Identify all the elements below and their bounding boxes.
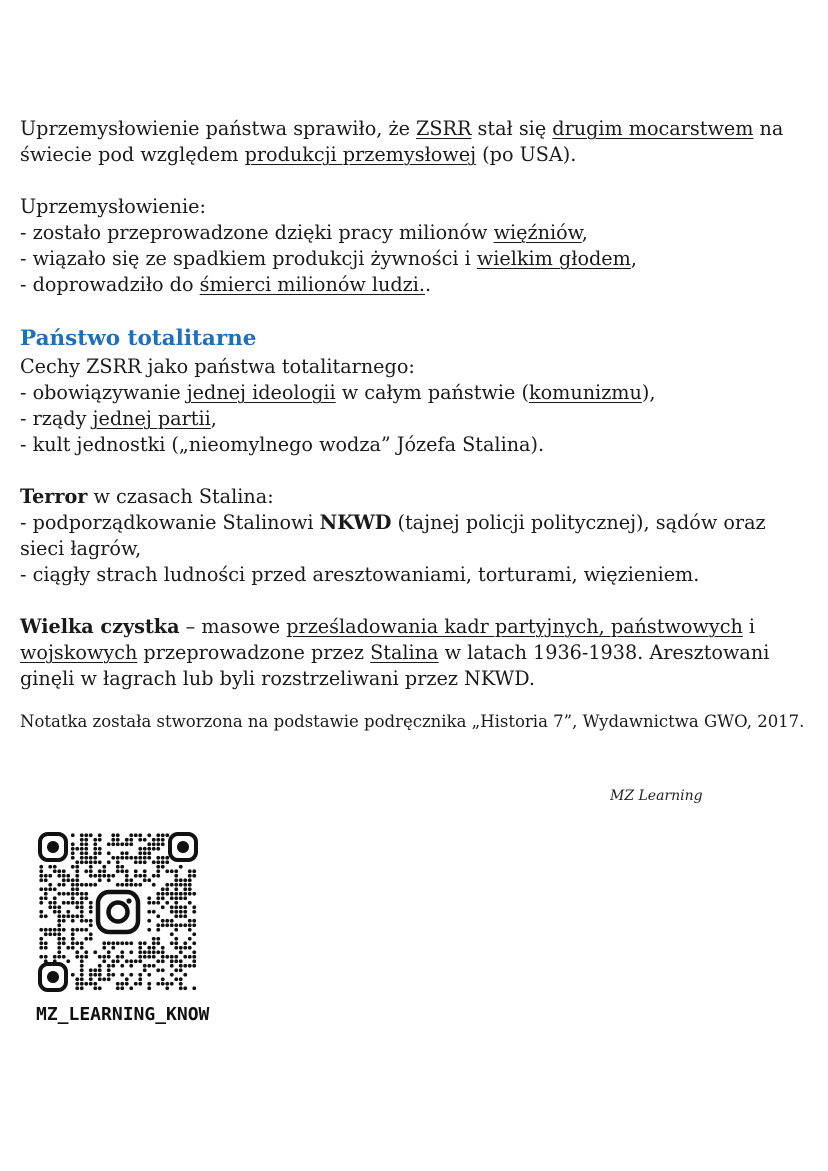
industrialization-list xyxy=(20,194,810,298)
great-purge-paragraph: Wielka czystka – masowe prześladowania kadr partyjnych, państwowych i wojskowych przeprowadzone przez Stalina w latach 1936-1938. Aresztowani ginęli w łagrach lub byli rozstrzeliwani przez NKWD. xyxy=(20,615,770,690)
note-page xyxy=(20,116,810,733)
qr-finder-top-right xyxy=(170,834,196,860)
qr-finder-bottom-left xyxy=(40,964,66,990)
instagram-handle: MZ_LEARNING_KNOW xyxy=(36,1004,210,1025)
underlined-term: produkcji przemysłowej xyxy=(244,143,477,166)
underlined-term: ZSRR xyxy=(416,117,472,140)
signature: MZ Learning xyxy=(610,788,703,804)
list-item: - obowiązywanie jednej ideologii w całym państwie (komunizmu), xyxy=(20,381,656,404)
list-item: - wiązało się ze spadkiem produkcji żywności i wielkim głodem, xyxy=(20,247,637,270)
text: (po USA). xyxy=(476,143,577,166)
instagram-icon xyxy=(94,888,142,936)
terror-heading: Terror w czasach Stalina: xyxy=(20,485,274,508)
list-item: - rządy jednej partii, xyxy=(20,407,217,430)
instagram-qr-code[interactable] xyxy=(38,832,198,992)
text: stał się xyxy=(471,117,553,140)
list-heading: Uprzemysłowienie: xyxy=(20,195,206,218)
list-item: - zostało przeprowadzone dzięki pracy milionów więźniów, xyxy=(20,221,588,244)
terror-section xyxy=(20,484,810,588)
qr-finder-top-left xyxy=(40,834,66,860)
text: na świecie pod względem xyxy=(20,117,784,166)
text: Uprzemysłowienie państwa sprawiło, że xyxy=(20,117,417,140)
list-item: - doprowadziło do śmierci milionów ludzi.. xyxy=(20,273,432,296)
list-item: - kult jednostki („nieomylnego wodza” Józefa Stalina). xyxy=(20,433,545,456)
section-intro: Cechy ZSRR jako państwa totalitarnego: xyxy=(20,355,415,378)
underlined-term: drugim mocarstwem xyxy=(552,117,754,140)
source-note: Notatka została stworzona na podstawie podręcznika „Historia 7”, Wydawnictwa GWO, 2017. xyxy=(20,712,805,731)
industrialization-summary xyxy=(20,116,810,168)
totalitarian-section xyxy=(20,324,810,458)
list-item: - ciągły strach ludności przed aresztowaniami, torturami, więzieniem. xyxy=(20,563,700,586)
list-item: - podporządkowanie Stalinowi NKWD (tajnej policji politycznej), sądów oraz sieci łagrów, xyxy=(20,511,766,560)
section-title: Państwo totalitarne xyxy=(20,326,257,351)
